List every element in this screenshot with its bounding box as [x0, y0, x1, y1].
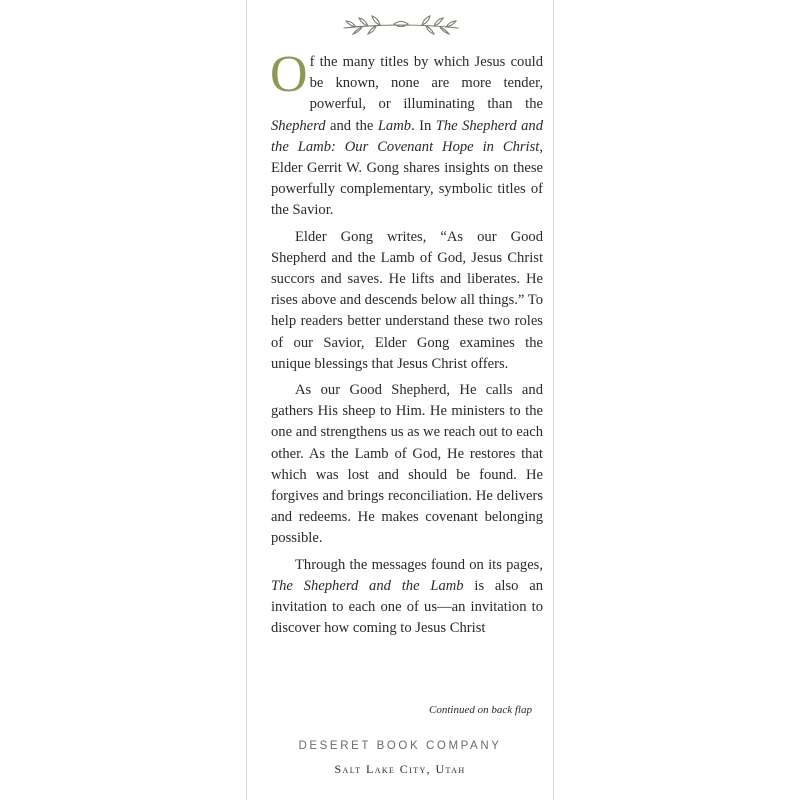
paragraph-invitation: Through the messages found on its pages, The Shepherd and the Lamb is also an invitation to each one of us—an invitation to discover how coming to Jesus Christ: [271, 556, 543, 637]
publisher-city: Salt Lake City, Utah: [334, 762, 466, 776]
paragraph-intro: Of the many titles by which Jesus could be known, none are more tender, powerful, or illuminating than the Shepherd and the Lamb. In The Shepherd and the Lamb: Our Covenant Hope in Christ, Elder Gerrit W. Gong shares insights on these powerfully complementary, symbolic titles of the Savior.: [270, 46, 543, 219]
paragraph-roles: As our Good Shepherd, He calls and gathers His sheep to Him. He ministers to the one and strengthens us as we reach out to each other. As the Lamb of God, He restores that which was lost and should be found. He forgives and brings reconciliation. He delivers and redeems. He makes covenant belonging possible.: [271, 382, 543, 547]
paragraph-quote: Elder Gong writes, “As our Good Shepherd and the Lamb of God, Jesus Christ succors and saves. He lifts and liberates. He rises above and descends below all things.” To help readers better understand these two roles of our Savior, Elder Gong examines the unique blessings that Jesus Christ offers.: [271, 228, 543, 372]
laurel-branch-ornament-icon: [336, 12, 466, 42]
flap-description: [270, 46, 543, 644]
publisher-name: DESERET BOOK COMPANY: [298, 740, 502, 752]
continued-note: Continued on back flap: [429, 704, 532, 716]
drop-cap: O: [270, 46, 308, 103]
book-jacket-flap: [246, 0, 554, 800]
